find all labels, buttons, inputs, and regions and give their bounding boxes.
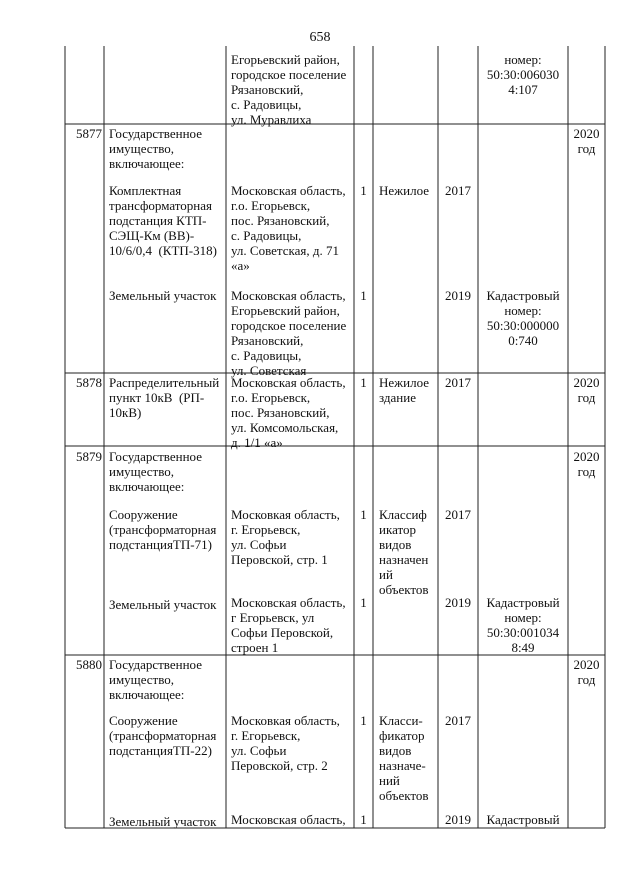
cell-line: городское поселение — [231, 318, 347, 333]
cell-line: Рязановский, — [231, 82, 304, 97]
row-year: 2017 — [445, 375, 471, 390]
cell-line: ул. Муравлиха — [231, 112, 312, 127]
item-year: 2019 — [445, 595, 471, 610]
row-number: 5877 — [76, 126, 102, 141]
cell-line: фикатор — [379, 728, 425, 743]
cell-line: (трансформаторная — [109, 522, 217, 537]
cell-line: Кадастровый — [486, 812, 560, 827]
cell-line: 2020 — [573, 657, 600, 672]
cell-line: с. Радовицы, — [231, 348, 302, 363]
page-number: 658 — [309, 30, 331, 45]
item-year: 2017 — [445, 713, 471, 728]
row-qty: 1 — [360, 375, 367, 390]
cell-line: имущество, — [109, 672, 175, 687]
cell-line: Класси- — [379, 713, 423, 728]
item-qty: 1 — [360, 288, 367, 303]
cell-line: д. 1/1 «а» — [231, 435, 283, 450]
cell-line: назначе- — [379, 758, 426, 773]
cell-line: Земельный участок — [109, 288, 217, 303]
cell-line: 4:107 — [508, 82, 538, 97]
item-name — [109, 288, 217, 303]
cell-line: включающее: — [109, 156, 185, 171]
item-qty: 1 — [360, 183, 367, 198]
item-purpose — [379, 183, 429, 198]
cell-line: 10/6/0,4 (КТП-318) — [109, 243, 217, 258]
cell-line: 2020 — [573, 126, 600, 141]
cell-line: 2020 — [573, 375, 600, 390]
cell-line: Перовской, стр. 2 — [231, 758, 328, 773]
cell-line: Московская область, — [231, 595, 346, 610]
cell-line: строен 1 — [231, 640, 279, 655]
cell-line: Егорьевский район, — [231, 303, 340, 318]
cell-line: Московкая область, — [231, 507, 340, 522]
cell-line: здание — [379, 390, 416, 405]
cell-line: «а» — [231, 258, 250, 273]
item-name — [109, 713, 216, 758]
cell-line: подстанция КТП- — [109, 213, 207, 228]
cell-line: назначен — [379, 552, 429, 567]
row-transfer-year — [568, 375, 605, 405]
item-name — [109, 597, 217, 612]
cell-line: объектов — [379, 582, 429, 597]
item-purpose — [379, 713, 429, 803]
cell-line: г.о. Егорьевск, — [231, 390, 311, 405]
cell-line: Государственное — [109, 657, 202, 672]
cell-line: имущество, — [109, 141, 175, 156]
row-name — [109, 126, 202, 171]
cell-line: ний — [379, 773, 400, 788]
cell-line: Московская область, — [231, 375, 346, 390]
cell-line: Государственное — [109, 449, 202, 464]
cell-line: 10кВ) — [109, 405, 142, 420]
cell-line: пос. Рязановский, — [231, 213, 330, 228]
item-year: 2017 — [445, 183, 471, 198]
cell-line: 2020 — [573, 449, 600, 464]
cell-line: пос. Рязановский, — [231, 405, 330, 420]
cell-line: 50:30:001034 — [486, 625, 560, 640]
cell-line: год — [577, 464, 596, 479]
item-address — [231, 595, 346, 655]
item-cadastral — [478, 812, 568, 827]
row-name — [109, 657, 202, 702]
row-name — [109, 375, 219, 420]
cell-line: видов — [379, 743, 412, 758]
row-purpose — [379, 375, 429, 405]
cell-line: (трансформаторная — [109, 728, 217, 743]
item-address — [231, 183, 346, 273]
item-address — [231, 812, 346, 827]
item-address — [231, 288, 346, 378]
cell-line: 50:30:006030 — [486, 67, 560, 82]
cell-line: трансформаторная — [109, 198, 213, 213]
row-name — [109, 449, 202, 494]
item-address — [231, 713, 340, 773]
cell-line: пункт 10кВ (РП- — [109, 390, 205, 405]
cell-line: ул. Софьи — [231, 743, 287, 758]
row-number: 5878 — [76, 375, 102, 390]
cell-line: г.о. Егорьевск, — [231, 198, 311, 213]
cell-line: с. Радовицы, — [231, 228, 302, 243]
row-cadastral — [478, 52, 568, 97]
cell-line: Перовской, стр. 1 — [231, 552, 328, 567]
cell-line: Московская область, — [231, 288, 346, 303]
cell-line: икатор — [379, 522, 417, 537]
cell-line: Московкая область, — [231, 713, 340, 728]
cell-line: Сооружение — [109, 507, 178, 522]
cell-line: объектов — [379, 788, 429, 803]
item-year: 2019 — [445, 288, 471, 303]
row-address — [231, 52, 346, 127]
cell-line: СЭЩ-Км (ВВ)- — [109, 228, 195, 243]
cell-line: Нежилое — [379, 183, 430, 198]
cell-line: Распределительный — [109, 375, 220, 390]
cell-line: Московская область, — [231, 183, 346, 198]
cell-line: ий — [379, 567, 393, 582]
item-name — [109, 183, 217, 258]
cell-line: с. Радовицы, — [231, 97, 302, 112]
item-address — [231, 507, 340, 567]
item-qty: 1 — [360, 713, 367, 728]
cell-line: Сооружение — [109, 713, 178, 728]
item-qty: 1 — [360, 595, 367, 610]
cell-line: Нежилое — [379, 375, 430, 390]
cell-line: ул. Софьи — [231, 537, 287, 552]
cell-line: г. Егорьевск, — [231, 522, 301, 537]
row-transfer-year — [568, 126, 605, 156]
cell-line: подстанцияТП-22) — [109, 743, 212, 758]
row-number: 5880 — [76, 657, 102, 672]
cell-line: г. Егорьевск, — [231, 728, 301, 743]
cell-line: ул. Советская — [231, 363, 307, 378]
cell-line: Земельный участок — [109, 814, 217, 829]
cell-line: Рязановский, — [231, 333, 304, 348]
cell-line: Софьи Перовской, — [231, 625, 334, 640]
cell-line: год — [577, 390, 596, 405]
cell-line: включающее: — [109, 687, 185, 702]
row-address — [231, 375, 346, 450]
cell-line: Государственное — [109, 126, 202, 141]
item-cadastral — [478, 288, 568, 348]
row-transfer-year — [568, 449, 605, 479]
cell-line: 8:49 — [511, 640, 535, 655]
cell-line: номер: — [504, 303, 542, 318]
cell-line: Комплектная — [109, 183, 182, 198]
item-year: 2019 — [445, 812, 471, 827]
cell-line: Кадастровый — [486, 595, 560, 610]
cell-line: Классиф — [379, 507, 427, 522]
cell-line: г Егорьевск, ул — [231, 610, 315, 625]
cell-line: номер: — [504, 610, 542, 625]
cell-line: год — [577, 141, 596, 156]
item-purpose — [379, 507, 429, 597]
cell-line: имущество, — [109, 464, 175, 479]
cell-line: 50:30:000000 — [486, 318, 560, 333]
cell-line: Земельный участок — [109, 597, 217, 612]
cell-line: Кадастровый — [486, 288, 560, 303]
cell-line: включающее: — [109, 479, 185, 494]
item-qty: 1 — [360, 812, 367, 827]
row-transfer-year — [568, 657, 605, 687]
item-qty: 1 — [360, 507, 367, 522]
cell-line: видов — [379, 537, 412, 552]
cell-line: подстанцияТП-71) — [109, 537, 212, 552]
cell-line: 0:740 — [508, 333, 538, 348]
item-name — [109, 814, 217, 829]
cell-line: номер: — [504, 52, 542, 67]
row-number: 5879 — [76, 449, 102, 464]
cell-line: городское поселение — [231, 67, 347, 82]
cell-line: Егорьевский район, — [231, 52, 340, 67]
cell-line: ул. Комсомольская, — [231, 420, 339, 435]
cell-line: Московская область, — [231, 812, 346, 827]
item-year: 2017 — [445, 507, 471, 522]
item-cadastral — [478, 595, 568, 655]
cell-line: ул. Советская, д. 71 — [231, 243, 340, 258]
cell-line: год — [577, 672, 596, 687]
item-name — [109, 507, 216, 552]
